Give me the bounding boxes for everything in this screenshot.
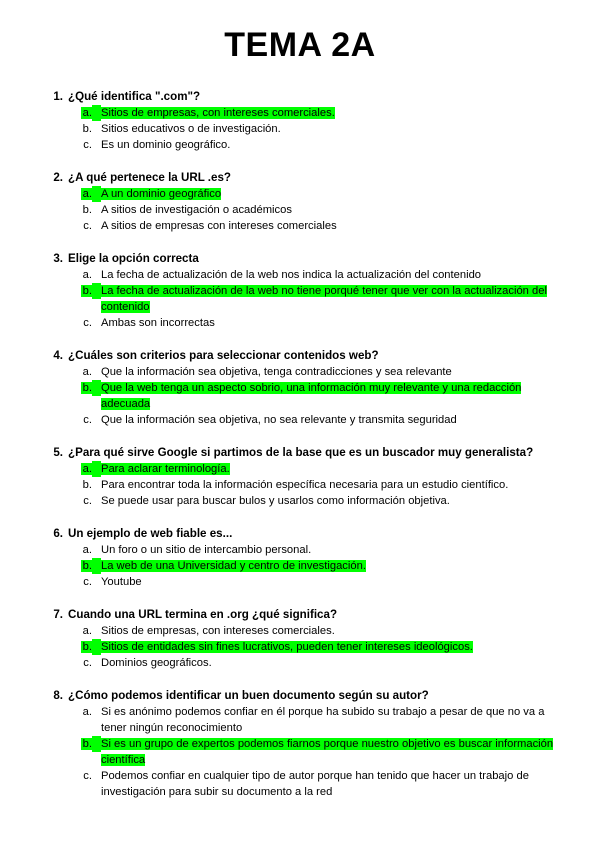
option-letter: c. [83,770,92,782]
question-item [0,251,600,331]
question-heading [0,688,600,704]
option-letter: c. [83,139,92,151]
answer-option-correct [0,283,600,315]
option-letter: a. [82,107,92,119]
question-text: ¿Qué identifica ".com"? [68,90,201,103]
answer-option [0,623,600,639]
question-heading [0,348,600,364]
option-text: Ambas son incorrectas [101,317,215,329]
question-heading [0,251,600,267]
answer-option [0,477,600,493]
answer-option [0,655,600,671]
option-text: Sitios educativos o de investigación. [101,123,281,135]
question-heading [0,170,600,186]
answer-option [0,574,600,590]
answer-option [0,364,600,380]
answer-option-correct [0,186,600,202]
option-letter: b. [82,382,92,394]
option-letter: a. [82,188,92,200]
question-item [0,170,600,234]
answer-option [0,267,600,283]
option-letter: b. [82,204,92,216]
option-text: Que la información sea objetiva, tenga contradicciones y sea relevante [101,366,452,378]
option-letter: c. [83,495,92,507]
option-text: A un dominio geográfico [101,188,222,200]
option-text: Si es un grupo de expertos podemos fiarnos porque nuestro objetivo es buscar información científica [101,738,554,766]
question-list [0,89,600,817]
option-text: Que la web tenga un aspecto sobrio, una información muy relevante y una redacción adecuada [101,382,522,410]
question-text: ¿Para qué sirve Google si partimos de la base que es un buscador muy generalista? [68,446,534,459]
option-text: Dominios geográficos. [101,657,212,669]
option-letter: c. [83,220,92,232]
option-letter: b. [82,738,92,750]
answer-option [0,493,600,509]
option-text: Sitios de entidades sin fines lucrativos, pueden tener intereses ideológicos. [101,641,473,653]
answer-option [0,768,600,800]
question-heading [0,526,600,542]
page-title: TEMA 2A [224,26,376,64]
question-item [0,607,600,671]
question-text: ¿A qué pertenece la URL .es? [68,171,232,184]
answer-option [0,121,600,137]
question-number: 6. [53,527,63,540]
answer-option-correct [0,380,600,412]
question-text: Elige la opción correcta [68,252,199,265]
answer-option-correct [0,639,600,655]
answer-option [0,412,600,428]
question-number: 2. [53,171,63,184]
option-text: A sitios de investigación o académicos [101,204,292,216]
question-heading [0,89,600,105]
answer-option [0,704,600,736]
option-text: Si es anónimo podemos confiar en él porque ha subido su trabajo a pesar de que no va a tener ningún reconocimiento [101,706,545,734]
option-letter: a. [82,544,92,556]
option-letter: a. [82,366,92,378]
option-letter: b. [82,123,92,135]
option-text: Que la información sea objetiva, no sea relevante y transmita seguridad [101,414,457,426]
option-letter: a. [82,706,92,718]
question-text: Un ejemplo de web fiable es... [68,527,233,540]
option-text: Un foro o un sitio de intercambio personal. [101,544,312,556]
option-text: Youtube [101,576,142,588]
answer-option [0,218,600,234]
question-number: 8. [53,689,63,702]
question-heading [0,607,600,623]
answer-option [0,137,600,153]
option-text: Podemos confiar en cualquier tipo de autor porque han tenido que hacer un trabajo de investigación para subir su documento a la red [101,770,529,798]
option-text: La fecha de actualización de la web nos indica la actualización del contenido [101,269,482,281]
option-text: A sitios de empresas con intereses comerciales [101,220,337,232]
option-letter: a. [82,269,92,281]
question-number: 1. [53,90,63,103]
option-text: La web de una Universidad y centro de investigación. [101,560,366,572]
question-number: 3. [53,252,63,265]
question-item [0,526,600,590]
question-text: Cuando una URL termina en .org ¿qué significa? [68,608,338,621]
question-item [0,348,600,428]
option-letter: c. [83,414,92,426]
option-text: Sitios de empresas, con intereses comerciales. [101,107,335,119]
question-heading [0,445,600,461]
question-number: 5. [53,446,63,459]
question-text: ¿Cuáles son criterios para seleccionar contenidos web? [68,349,379,362]
option-letter: c. [83,657,92,669]
option-letter: b. [82,479,92,491]
answer-option-correct [0,461,600,477]
answer-option-correct [0,558,600,574]
option-text: Es un dominio geográfico. [101,139,231,151]
question-item [0,445,600,509]
option-text: La fecha de actualización de la web no tiene porqué tener que ver con la actualización del contenido [101,285,547,313]
option-letter: c. [83,576,92,588]
option-letter: b. [82,285,92,297]
option-letter: b. [82,641,92,653]
answer-option-correct [0,736,600,768]
option-text: Para aclarar terminología. [101,463,230,475]
question-text: ¿Cómo podemos identificar un buen documento según su autor? [68,689,429,702]
option-letter: a. [82,625,92,637]
answer-option-correct [0,105,600,121]
question-number: 4. [53,349,63,362]
answer-option [0,202,600,218]
option-letter: b. [82,560,92,572]
option-letter: a. [82,463,92,475]
question-number: 7. [53,608,63,621]
question-item [0,688,600,800]
option-text: Para encontrar toda la información específica necesaria para un estudio científico. [101,479,509,491]
answer-option [0,542,600,558]
option-text: Se puede usar para buscar bulos y usarlos como información objetiva. [101,495,450,507]
option-letter: c. [83,317,92,329]
question-item [0,89,600,153]
option-text: Sitios de empresas, con intereses comerciales. [101,625,335,637]
answer-option [0,315,600,331]
